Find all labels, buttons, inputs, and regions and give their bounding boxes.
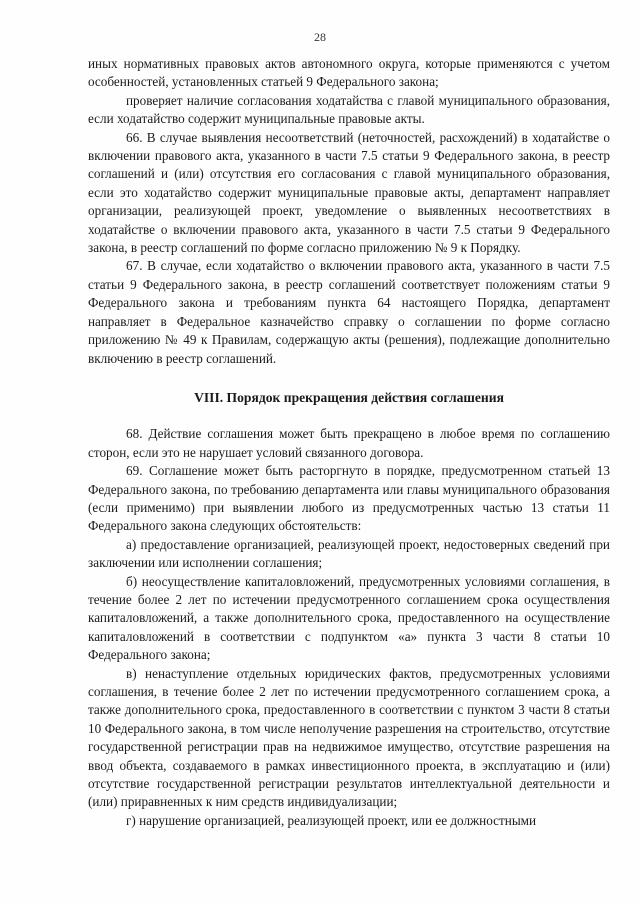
paragraph-67: 67. В случае, если ходатайство о включении правового акта, указанного в части 7.5 статьи 9 Федерального закона, в реестр соглашений соответствует положениям статьи 9 Федерального закона и требованиям пункта 64 настоящего Порядка, департамент направляет в Федеральное казначейство справку о соглашении по форме согласно приложению № 49 к Правилам, содержащую акты (решения), подлежащие дополнительно включению в реестр соглашений. <box>88 258 610 366</box>
paragraph-69: 69. Соглашение может быть расторгнуто в порядке, предусмотренном статьей 13 Федерального закона, по требованию департамента или главы муниципального образования (если применимо) при выявлении любого из предусмотренных частью 13 статьи 11 Федерального закона следующих обстоятельств: <box>88 463 610 534</box>
list-item-v: в) ненаступление отдельных юридических фактов, предусмотренных условиями соглашения, в течение более 2 лет по истечении предусмотренного соглашением срока, а также дополнительного срока, предоставленного в соответствии с пунктом 3 части 8 статьи 10 Федерального закона, в том числе неполучение разрешения на строительство, отсутствие государственной регистрации прав на недвижимое имущество, отсутствие разрешения на ввод объекта, создаваемого в рамках инвестиционного проекта, в эксплуатацию и (или) отсутствие государственной регистрации результатов интеллектуальной деятельности и (или) приравненных к ним средств индивидуализации; <box>88 665 610 810</box>
page-number: 28 <box>314 30 326 44</box>
paragraph-66: 66. В случае выявления несоответствий (неточностей, расхождений) в ходатайстве о включении правового акта, указанного в части 7.5 статьи 9 Федерального закона, в реестр соглашений и (или) отсутствия его согласования с главой муниципального образования, если это ходатайство содержит муниципальные правовые акты, департамент направляет организации, реализующей проект, уведомление о выявленных несоответствиях в ходатайстве о включении правового акта, указанного в части 7.5 статьи 9 Федерального закона, в реестр соглашений по форме согласно приложению № 9 к Порядку. <box>88 129 610 256</box>
list-item-a: а) предоставление организацией, реализующей проект, недостоверных сведений при заключении или исполнении соглашения; <box>88 536 610 571</box>
list-item-g: г) нарушение организацией, реализующей проект, или ее должностными <box>126 812 537 828</box>
paragraph-68: 68. Действие соглашения может быть прекращено в любое время по соглашению сторон, если это не нарушает условий связанного договора. <box>88 426 610 460</box>
document-body <box>88 55 610 830</box>
list-item-b: б) неосуществление капиталовложений, предусмотренных условиями соглашения, в течение более 2 лет по истечении предусмотренного соглашением срока осуществления капиталовложений, а также дополнительного срока, предоставленного на осуществление капиталовложений в соответствии с подпунктом «а» пункта 3 части 8 статьи 10 Федерального закона; <box>88 573 610 663</box>
section-heading: VIII. Порядок прекращения действия соглашения <box>194 389 504 405</box>
paragraph: проверяет наличие согласования ходатайства с главой муниципального образования, если ходатайство содержит муниципальные правовые акты. <box>88 92 610 127</box>
paragraph: иных нормативных правовых актов автономного округа, которые применяются с учетом особенностей, установленных статьей 9 Федерального закона; <box>88 56 610 90</box>
